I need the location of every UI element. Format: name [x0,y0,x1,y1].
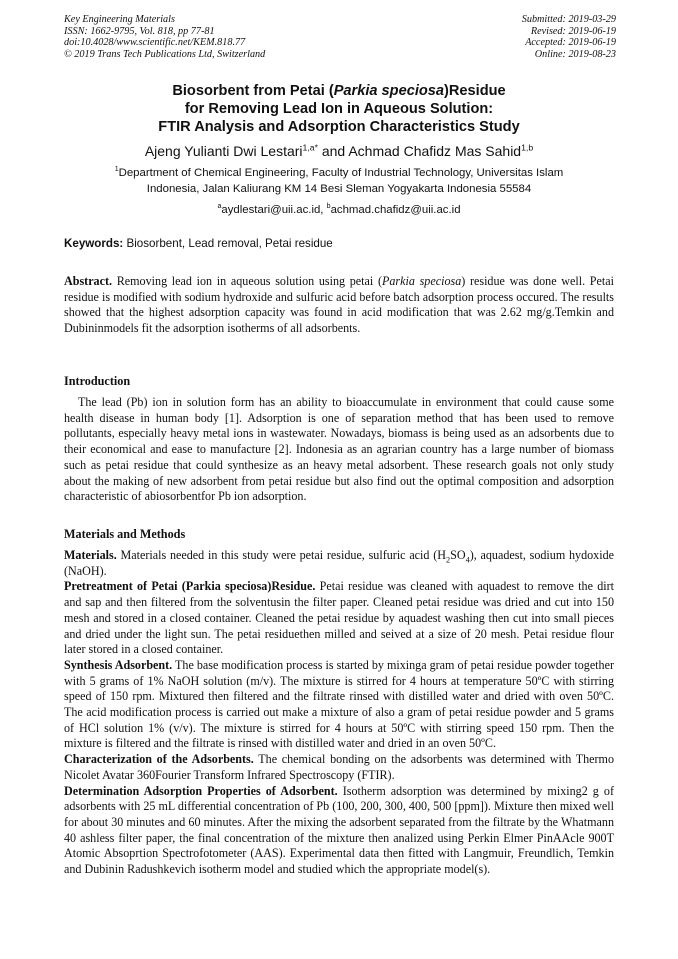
materials-text: ), aquadest, sodium hydoxide (NaOH). [64,548,615,578]
subscript: 4 [465,555,470,565]
email-marker-b: b [326,203,331,211]
title-line-2: for Removing Lead Ion in Aqueous Solution: [184,101,494,117]
abstract-text: Removing lead ion in aqueous solution using petai ( [112,274,382,288]
title-text: )Residue [444,83,506,99]
synthesis-paragraph [64,658,614,752]
online-date: Online: 2019-08-23 [534,48,616,60]
synthesis-text: The base modification process is started by mixinga gram of petai residue powder together with 5 grams of 1% NaOH solution (m/v). The mixture is stirred for 4 hours at temperature 50ºC with stirring speed of 150 rpm. Mixtured then filtered and the filtrate rinsed with distilled water and dried with oven 50ºC. The acid modification process is carried out make a mixture of also a gram of petai residue powder and 5 grams of HCl solution 1% (v/v). The mixture is stirred for 4 hours at 50ºC with stirring speed 150 rpm. Then the mixture is filtered and the filtrate is rinsed with distilled water and dried in an oven 50ºC. [64,657,614,751]
affiliation-line-2: Indonesia, Jalan Kaliurang KM 14 Besi Sleman Yogyakarta Indonesia 55584 [146,183,532,195]
doi: doi:10.4028/www.scientific.net/KEM.818.77 [64,37,246,49]
email-2: achmad.chafidz@uii.ac.id [330,204,461,216]
title-line-1 [40,82,638,100]
synthesis-label: Synthesis Adsorbent. [64,657,173,672]
abstract-label: Abstract. [64,274,113,288]
pretreatment-paragraph [64,579,614,658]
affiliation-text: Department of Chemical Engineering, Faculty of Industrial Technology, Universitas Islam [118,167,564,179]
characterization-paragraph [64,752,614,783]
affiliation-line-1 [40,165,638,181]
pretreatment-text: Petai residue was cleaned with aquadest to remove the dirt and sap and then filtered from the solventusin the filter paper. Cleaned petai residue was dried and cut into 150 mesh and stored in a closed container. Cleaned the petai residue by aquadest washing then cut into small pieces and dried under the light sun. The petai residuethen milled and seived at a size of 20 mesh. Petai residue flour later stored in a closed container. [64,579,615,657]
section-heading-introduction: Introduction [64,374,131,388]
copyright: © 2019 Trans Tech Publications Ltd, Switzerland [64,48,266,60]
author-2: Achmad Chafidz Mas Sahid [348,143,522,159]
characterization-label: Characterization of the Adsorbents. [64,752,254,767]
author-1: Ajeng Yulianti Dwi Lestari [144,143,303,159]
issn: ISSN: 1662-9795, Vol. 818, pp 77-81 [64,25,215,37]
abstract-species: Parkia speciosa [381,274,462,288]
abstract [64,274,614,337]
materials-text: SO [450,548,466,562]
section-heading-methods: Materials and Methods [64,527,186,541]
introduction-text: The lead (Pb) ion in solution form has an ability to bioaccumulate in environment that could cause some health disease in human body [1]. Adsorption is one of separation method that has been used to remove pollutants, especially heavy metal ions in wastewater. Nowadays, biomass is being used as an adsorbents due to their economical and ease to manufacture [2]. Indonesia as an agrarian country has a large number of biomass such as petai residue that could synthesize as an heavy metal adsorbent. These research goals not only study about the making of new adsorbent from petai residue but also find out the optimal composition and adsorption characteristic of abiosorbentfor Pb ion adsorption. [64,395,614,504]
determination-label: Determination Adsorption Properties of Adsorbent. [64,783,338,798]
affiliation-marker: 1 [114,166,119,174]
keywords-label: Keywords: [64,237,124,250]
email-1: aydlestari@uii.ac.id, [221,204,327,216]
submitted-date: Submitted: 2019-03-29 [521,14,616,25]
dates-header [522,14,616,60]
title-line-3: FTIR Analysis and Adsorption Characteristics Study [158,119,520,135]
affiliation [40,165,638,197]
materials-paragraph [64,548,614,579]
author-list [40,142,638,160]
characterization-text: The chemical bonding on the adsorbents was determined with Thermo Nicolet Avatar 360Fourier Transform Infrared Spectroscopy (FTIR). [64,752,615,782]
title-text: Biosorbent from Petai ( [172,83,334,99]
pretreatment-label: Pretreatment of Petai (Parkia speciosa)Residue. [64,579,316,594]
author-separator: and [317,143,349,159]
determination-text: Isotherm adsorption was determined by mixing2 g of adsorbents with 25 mL differential concentration of Pb (100, 200, 300, 400, 500 [ppm]). Mixture then mixed well for about 30 minutes and 60 minutes. After the mixing the adsorbent separated from the filtrate by the Whatmann 40 ashless filter paper, the final concentration of the mixture then analized using Perkin Elmer PinAAcle 900T Atomic Absoprtion Spectrofotometer (AAS). Experimental data then fitted with Langmuir, Freundlich, Temkin and Dubinin Radushkevich isotherm model and studied which the appropriate model(s). [64,783,614,877]
abstract-text: ) residue was done well. Petai residue is modified with sodium hydroxide and sulfuric acid before batch adsorption process occured. The results showed that the highest adsorption capacity was found in acid modification that was 2.62 mg/g.Temkin and Dubininmodels fit the adsorption isotherms of all adsorbents. [64,274,614,336]
author-2-affil: 1,b [521,142,534,153]
keywords [64,236,333,252]
revised-date: Revised: 2019-06-19 [530,25,616,37]
accepted-date: Accepted: 2019-06-19 [525,37,616,49]
email-marker-a: a [217,203,222,211]
author-1-affil: 1,a* [302,142,318,153]
determination-paragraph [64,784,614,878]
introduction-paragraph [64,395,614,505]
author-emails [40,202,638,218]
title-species: Parkia speciosa [333,83,445,99]
materials-text: Materials needed in this study were petai residue, sulfuric acid (H [116,548,446,562]
journal-header [64,14,265,60]
methods-body [64,548,614,878]
subscript: 2 [446,555,451,565]
journal-name: Key Engineering Materials [64,14,175,25]
keywords-text: Biosorbent, Lead removal, Petai residue [123,237,333,250]
materials-label: Materials. [64,548,117,562]
paper-title [40,82,638,136]
